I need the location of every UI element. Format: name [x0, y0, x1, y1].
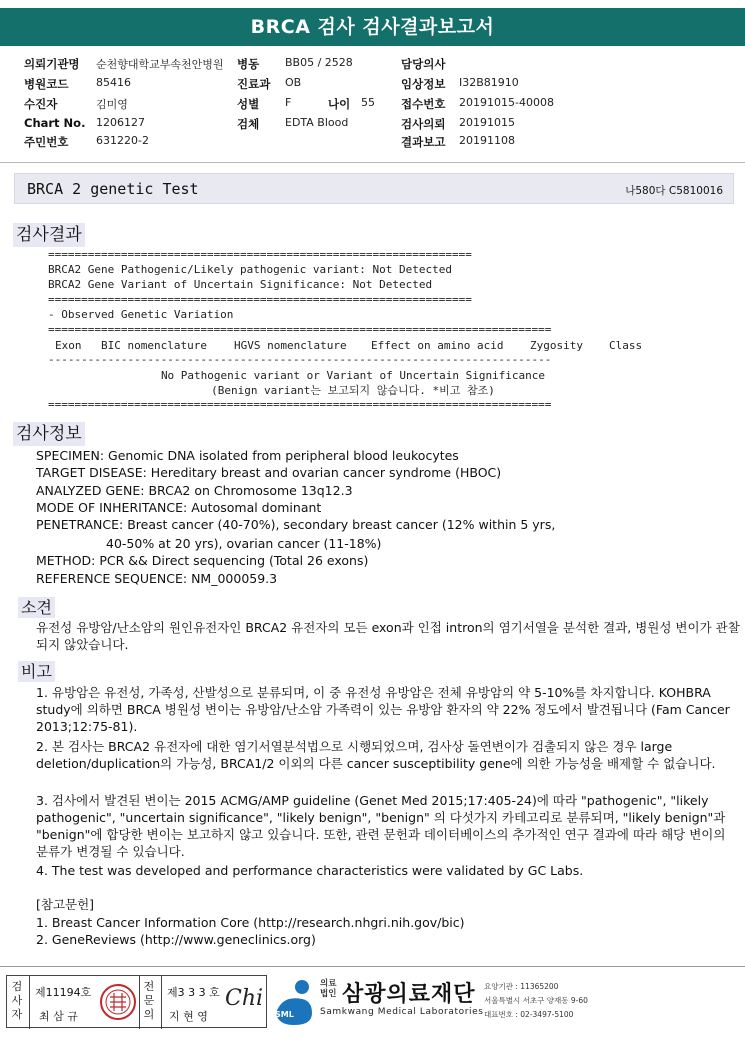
info-row-3 — [0, 96, 745, 114]
info-row-2 — [0, 76, 745, 94]
lab-logo — [272, 975, 742, 1031]
method-line: METHOD: PCR && Direct sequencing (Total 26 exons) — [36, 553, 369, 568]
analyzed-gene-line: ANALYZED GENE: BRCA2 on Chromosome 13q12.3 — [36, 483, 353, 498]
target-disease-line: TARGET DISEASE: Hereditary breast and ovarian cancer syndrome (HBOC) — [36, 465, 502, 480]
contact-line-3: 대표번호 : 02-3497-5100 — [484, 1010, 574, 1019]
col-zygosity: Zygosity — [530, 339, 583, 352]
info-row-5 — [0, 134, 745, 152]
penetrance-line-1: PENETRANCE: Breast cancer (40-70%), secondary breast cancer (12% within 5 yrs, — [36, 517, 556, 532]
reference-sequence-line: REFERENCE SEQUENCE: NM_000059.3 — [36, 571, 278, 586]
chart-value: 1206127 — [96, 116, 145, 129]
signature-box — [6, 975, 267, 1028]
pathogenic-result-line: BRCA2 Gene Pathogenic/Likely pathogenic variant: Not Detected — [48, 263, 452, 276]
org-english: Samkwang Medical Laboratories — [320, 1007, 484, 1017]
sml-logo-icon — [272, 977, 316, 1027]
patient-info-block — [0, 52, 745, 162]
rrn-label: 주민번호 — [24, 135, 69, 149]
seal-stamp — [99, 983, 137, 1021]
age-label: 나이 — [328, 97, 351, 111]
age-value: 55 — [361, 96, 375, 109]
col-bic: BIC nomenclature — [101, 339, 207, 352]
opinion-text: 유전성 유방암/난소암의 원인유전자인 BRCA2 유전자의 모든 exon과 인접 intron의 염기서열을 분석한 결과, 병원성 변이가 관찰되지 않았습니다. — [36, 620, 740, 652]
sml-badge: SML — [275, 1010, 294, 1019]
specimen-line: SPECIMEN: Genomic DNA isolated from peripheral blood leukocytes — [36, 448, 459, 463]
seal-icon — [99, 983, 137, 1021]
penetrance-line-2: 40-50% at 20 yrs), ovarian cancer (11-18%) — [106, 536, 382, 551]
remark-item-2: 2. 본 검사는 BRCA2 유전자에 대한 염기서열분석법으로 시행되었으며, 검사상 돌연변이가 검출되지 않은 경우 large deletion/duplication의 가능성, BRCA1/2 이외의 다른 cancer susceptibility gene에 의한 가능성을 배제할 수 없습니다. — [36, 739, 716, 771]
footer-separator — [0, 966, 745, 967]
examiner-name: 최 삼 규 — [39, 1010, 78, 1023]
receipt-value: 20191015-40008 — [459, 96, 554, 109]
sex-value: F — [285, 96, 292, 109]
contact-line-2: 서울특별시 서초구 양재동 9-60 — [484, 996, 588, 1005]
ward-value: BB05 / 2528 — [285, 56, 353, 69]
col-hgvs: HGVS nomenclature — [234, 339, 347, 352]
dept-value: OB — [285, 76, 302, 89]
remark-item-4: 4. The test was developed and performance characteristics were validated by GC Labs. — [36, 863, 584, 878]
opinion-heading: 소견 — [18, 597, 55, 618]
reference-1: 1. Breast Cancer Information Core (http://research.nhgri.nih.gov/bic) — [36, 915, 465, 930]
examiner-label: 검사자 — [11, 980, 23, 1021]
institution-value: 순천향대학교부속천안병원 — [96, 58, 224, 71]
hospital-code-label: 병원코드 — [24, 77, 69, 91]
reference-2: 2. GeneReviews (http://www.geneclinics.org) — [36, 932, 316, 947]
sex-label: 성별 — [237, 97, 260, 111]
sig-divider-2 — [139, 976, 140, 1029]
results-heading: 검사결과 — [13, 223, 85, 247]
specialist-label: 전문의 — [143, 980, 155, 1021]
contact-line-1: 요양기관 : 11365200 — [484, 982, 559, 991]
remarks-heading: 비고 — [18, 661, 55, 682]
col-exon: Exon — [55, 339, 82, 352]
col-class: Class — [609, 339, 643, 352]
clinical-label: 임상정보 — [401, 77, 446, 91]
rrn-value: 631220-2 — [96, 134, 149, 147]
col-effect: Effect on amino acid — [371, 339, 504, 352]
receipt-label: 접수번호 — [401, 97, 446, 111]
vus-result-line: BRCA2 Gene Variant of Uncertain Significance: Not Detected — [48, 278, 433, 291]
remark-item-3: 3. 검사에서 발견된 변이는 2015 ACMG/AMP guideline (Genet Med 2015;17:405-24)에 따라 "pathogenic", "likely pathogenic", "uncertain significance", "likely benign", "benign" 의 다섯가지 카테고리로 분류되며, "likely benign"과 "benign"에 합당한 변이는 보고하지 않고 있습니다. 또한, 관련 문헌과 데이터베이스의 추가적인 연구 결과에 따라 해당 변이의 분류가 변경될 수 있습니다. — [36, 793, 726, 859]
specialist-license: 제3 3 3 호 — [167, 986, 220, 999]
variant-table-rule-bottom: ============================================================================ — [48, 398, 552, 411]
request-label: 검사의뢰 — [401, 117, 446, 131]
info-separator — [0, 162, 745, 163]
sig-divider-1 — [29, 976, 30, 1029]
chart-label: Chart No. — [24, 116, 86, 130]
info-row-1 — [0, 56, 745, 74]
remark-item-1: 1. 유방암은 유전성, 가족성, 산발성으로 분류되며, 이 중 유전성 유방암은 전체 유방암의 약 5-10%를 차지합니다. KOHBRA study에 의하면 BRCA 병원성 변이는 유방암/난소암 가족력이 있는 유방암 환자의 약 22% 정도에서 발견됩니다 (Fam Cancer 2013;12:75-81). — [36, 685, 730, 734]
specimen-label: 검체 — [237, 117, 260, 131]
no-variant-line-1: No Pathogenic variant or Variant of Uncertain Significance — [160, 369, 546, 382]
clinical-value: I32B81910 — [459, 76, 519, 89]
doctor-label: 담당의사 — [401, 57, 446, 71]
variant-table-rule-top: ============================================================================ — [48, 323, 552, 336]
report-label: 결과보고 — [401, 135, 446, 149]
references-heading: [참고문헌] — [36, 897, 95, 912]
dept-label: 진료과 — [237, 77, 271, 91]
signature: Chi — [225, 986, 264, 1011]
org-type: 의료법인 — [320, 979, 337, 999]
patient-label: 수진자 — [24, 97, 58, 111]
test-name-bar — [14, 173, 734, 204]
no-variant-line-2: (Benign variant는 보고되지 않습니다. *비고 참조) — [211, 384, 495, 397]
variant-table-rule-mid: ---------------------------------------------------------------------------- — [48, 353, 552, 366]
sig-divider-3 — [161, 976, 162, 1029]
report-title-bar — [0, 8, 745, 46]
request-value: 20191015 — [459, 116, 515, 129]
org-name: 삼광의료재단 — [342, 982, 476, 1007]
report-title: BRCA 검사 검사결과보고서 — [250, 16, 495, 38]
specimen-value: EDTA Blood — [285, 116, 349, 129]
institution-label: 의뢰기관명 — [24, 57, 80, 71]
test-name: BRCA 2 genetic Test — [27, 180, 199, 198]
observed-variation-label: - Observed Genetic Variation — [48, 308, 234, 321]
ward-label: 병동 — [237, 57, 260, 71]
patient-value: 김미영 — [96, 98, 128, 111]
report-value: 20191108 — [459, 134, 515, 147]
test-code: 나580다 C5810016 — [625, 185, 723, 197]
results-rule-2: ================================================================ — [48, 293, 472, 306]
info-row-4 — [0, 116, 745, 134]
hospital-code-value: 85416 — [96, 76, 131, 89]
test-info-heading: 검사정보 — [13, 422, 85, 446]
results-rule-1: ================================================================ — [48, 248, 472, 261]
specialist-name: 지 현 영 — [169, 1010, 208, 1023]
examiner-license: 제11194호 — [35, 986, 92, 999]
inheritance-line: MODE OF INHERITANCE: Autosomal dominant — [36, 500, 322, 515]
